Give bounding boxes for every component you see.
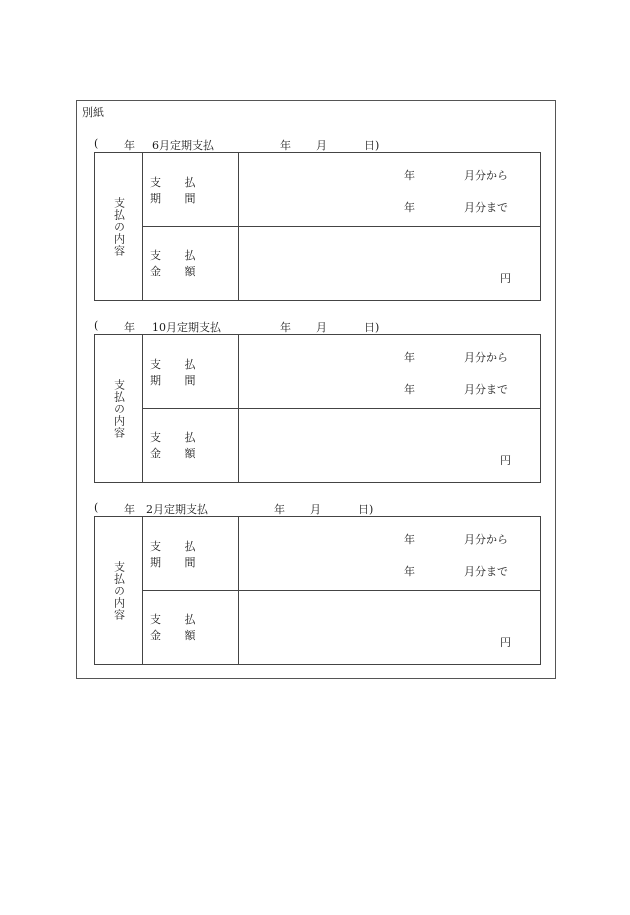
section-title: 2月定期支払 (146, 503, 208, 516)
date-month-label: 月 (316, 139, 327, 152)
section-header-june (94, 137, 414, 151)
payment-amount-label: 支 払 金 額 (150, 249, 206, 278)
yen-label: 円 (500, 454, 511, 467)
date-month-label: 月 (310, 503, 321, 516)
open-paren: ( (94, 137, 99, 150)
until-month-label: 月分まで (464, 383, 508, 396)
until-year-label: 年 (404, 383, 415, 396)
from-year-label: 年 (404, 533, 415, 546)
payment-period-label: 支 払 期 間 (150, 357, 206, 387)
payment-table-february (94, 516, 541, 665)
date-day-label: 日) (364, 139, 380, 152)
year-label: 年 (124, 503, 135, 516)
payment-content-label (95, 517, 142, 664)
section-title: 6月定期支払 (152, 139, 214, 152)
date-year-label: 年 (280, 321, 291, 334)
date-year-label: 年 (274, 503, 285, 516)
payment-amount-label: 支 払 金 額 (150, 431, 206, 460)
open-paren: ( (94, 319, 99, 332)
section-header-october (94, 319, 414, 333)
section-title: 10月定期支払 (152, 321, 221, 334)
date-month-label: 月 (316, 321, 327, 334)
payment-content-label (95, 153, 142, 300)
from-year-label: 年 (404, 351, 415, 364)
payment-content-label (95, 335, 142, 482)
from-month-label: 月分から (464, 351, 508, 364)
payment-table-october (94, 334, 541, 483)
date-day-label: 日) (364, 321, 380, 334)
until-month-label: 月分まで (464, 565, 508, 578)
from-month-label: 月分から (464, 533, 508, 546)
year-label: 年 (124, 139, 135, 152)
payment-content-text: 支払の内容 (112, 560, 126, 621)
from-year-label: 年 (404, 169, 415, 182)
until-year-label: 年 (404, 201, 415, 214)
payment-period-label: 支 払 期 間 (150, 175, 206, 205)
yen-label: 円 (500, 636, 511, 649)
open-paren: ( (94, 501, 99, 514)
yen-label: 円 (500, 272, 511, 285)
until-year-label: 年 (404, 565, 415, 578)
date-day-label: 日) (358, 503, 374, 516)
from-month-label: 月分から (464, 169, 508, 182)
year-label: 年 (124, 321, 135, 334)
payment-content-text: 支払の内容 (112, 378, 126, 439)
payment-amount-label: 支 払 金 額 (150, 613, 206, 642)
payment-content-text: 支払の内容 (112, 196, 126, 257)
section-header-february (94, 501, 414, 515)
sheet-label: 別紙 (82, 106, 104, 119)
payment-table-june (94, 152, 541, 301)
payment-period-label: 支 払 期 間 (150, 539, 206, 569)
until-month-label: 月分まで (464, 201, 508, 214)
date-year-label: 年 (280, 139, 291, 152)
